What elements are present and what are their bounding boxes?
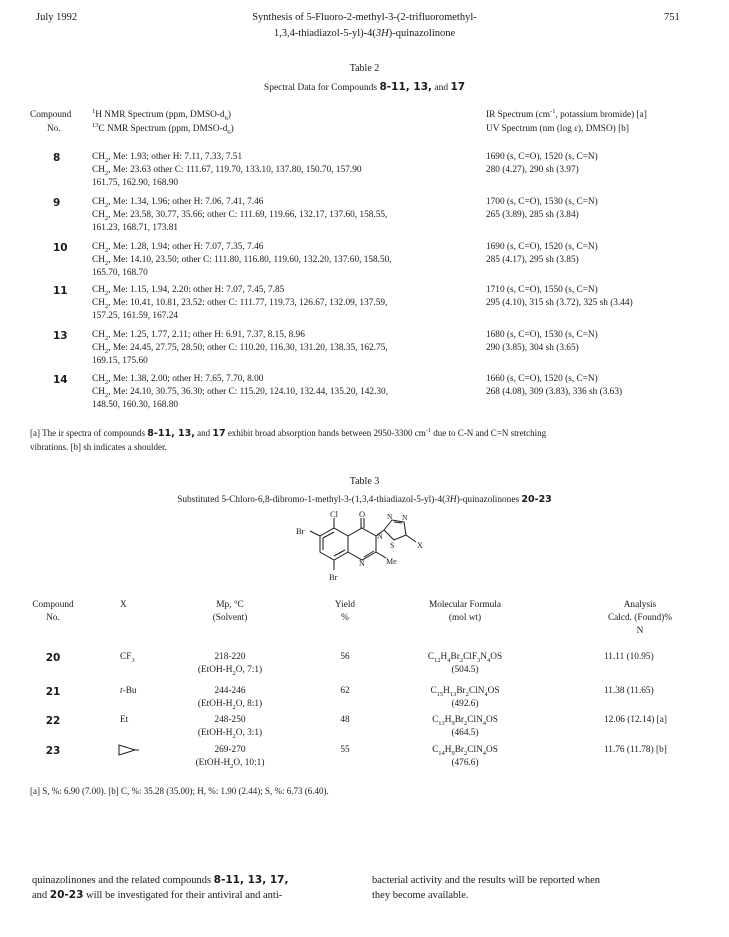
table3-formula: $C_{13}H_9Br_2ClN_4OS$ xyxy=(432,715,498,727)
table3-analysis: 11.76 (11.78) [b] xyxy=(604,745,667,755)
table2-compound-no: 13 xyxy=(53,330,68,342)
table3-x: $CF_3$ xyxy=(120,652,135,664)
table2-13c-nmr: $CH_2$, Me: 23.58, 30.77, 35.66; other C: 111.69, 119.66, 132.17, 137.60, 158.55, xyxy=(92,210,388,222)
table2-header-compound: Compound xyxy=(30,110,72,120)
table2-13c-nmr-cont: 148.50, 160.30, 168.80 xyxy=(92,400,178,410)
table3-compound-no: 23 xyxy=(45,745,61,757)
pyrimidinone-ring xyxy=(348,528,376,560)
body-left-line2: and 20-23 will be investigated for their antiviral and anti- xyxy=(32,889,283,901)
table3-molwt: (492.6) xyxy=(451,699,479,709)
t3-head-mp: Mp, °C xyxy=(216,600,244,610)
table2-1h-nmr: $CH_2$, Me: 1.34, 1.96; other H: 7.06, 7.41, 7.46 xyxy=(92,197,264,209)
table2-13c-nmr-cont: 161.23, 168.71, 173.81 xyxy=(92,223,178,233)
table2-ir: 1710 (s, C=O), 1550 (s, C=N) xyxy=(486,285,598,295)
table2-compound-no: 10 xyxy=(53,242,68,254)
body-left-line1: quinazolinones and the related compounds 8-11, 13, 17, xyxy=(32,874,289,886)
table3-yield: 55 xyxy=(340,745,350,755)
table2-header-13c: $^{13}$C NMR Spectrum (ppm, DMSO-$d_6$) xyxy=(92,121,234,136)
benzene-ring xyxy=(320,528,348,560)
table3-solvent: ($EtOH-H_2O$, 8:1) xyxy=(197,699,263,711)
table2-caption: Spectral Data for Compounds 8-11, 13, and 17 xyxy=(263,81,466,93)
table2-header-1h: $^1$H NMR Spectrum (ppm, DMSO-$d_6$) xyxy=(92,107,231,122)
thiadiazole-ring xyxy=(384,520,406,540)
struct-nn2: N xyxy=(402,513,408,522)
struct-n3: N xyxy=(377,532,383,541)
t3-head-pct: % xyxy=(341,613,349,623)
table2-uv: 290 (3.85), 304 sh (3.65) xyxy=(486,343,579,353)
t3-head-solvent: (Solvent) xyxy=(212,613,248,623)
table3-analysis: 12.06 (12.14) [a] xyxy=(604,715,667,725)
t3-head-analysis: Analysis xyxy=(623,600,657,610)
table3-label: Table 3 xyxy=(349,476,380,487)
table3-mp: 244-246 xyxy=(214,686,246,696)
struct-br-top: Br xyxy=(296,526,305,536)
table2-13c-nmr-cont: 169.15, 175.60 xyxy=(92,356,148,366)
table2-ir: 1660 (s, C=O), 1520 (s, C=N) xyxy=(486,374,598,384)
table3-x: t-Bu xyxy=(120,686,137,696)
table2-ir: 1690 (s, C=O), 1520 (s, C=N) xyxy=(486,152,598,162)
table2-13c-nmr-cont: 165.70, 168.70 xyxy=(92,268,148,278)
struct-nn1: N xyxy=(387,512,393,521)
table2-13c-nmr: $CH_2$, Me: 14.10, 23.50; other C: 111.80, 116.80, 119.60, 132.20, 137.60, 158.50, xyxy=(92,255,392,267)
struct-cl: Cl xyxy=(330,509,339,519)
table3-formula: $C_{14}H_9Br_2ClN_4OS$ xyxy=(432,745,498,757)
table2-1h-nmr: $CH_2$, Me: 1.93; other H: 7.11, 7.33, 7.51 xyxy=(92,152,243,164)
table2-label: Table 2 xyxy=(349,63,380,74)
struct-n1: N xyxy=(359,559,365,568)
t3-head-yield: Yield xyxy=(334,600,356,610)
table3-x: Et xyxy=(120,715,129,725)
table3-yield: 62 xyxy=(340,686,350,696)
table3-footnote: [a] S, %: 6.90 (7.00). [b] C, %: 35.28 (35.00); H, %: 1.90 (2.44); S, %: 6.73 (6.40). xyxy=(30,786,329,796)
table3-mp: 269-270 xyxy=(214,745,246,755)
body-right-line1: bacterial activity and the results will be reported when xyxy=(372,875,601,886)
table2-ir: 1680 (s, C=O), 1530 (s, C=N) xyxy=(486,330,598,340)
table2-footnote-a: [a] The ir spectra of compounds 8-11, 13, and 17 exhibit broad absorption bands between 2950-3300 $cm^{-1}$ due to C-N and C=N stretching xyxy=(30,427,547,439)
table2-1h-nmr: $CH_2$, Me: 1.38, 2.00; other H: 7.65, 7.70, 8.00 xyxy=(92,374,264,386)
table2-uv: 285 (4.17), 295 sh (3.85) xyxy=(486,255,579,265)
table2-compound-no: 8 xyxy=(53,152,61,164)
struct-o: O xyxy=(359,509,366,519)
table3-formula: $C_{15}H_{13}Br_2ClN_4OS$ xyxy=(430,686,500,698)
table3-yield: 48 xyxy=(340,715,350,725)
t3-head-calcd: Calcd. (Found)% xyxy=(607,613,673,623)
table3-yield: 56 xyxy=(340,652,350,662)
table2-13c-nmr: $CH_2$, Me: 23.63 other C: 111.67, 119.70, 133.10, 137.80, 150.70, 157.90 xyxy=(92,165,362,177)
table3-solvent: ($EtOH-H_2O$, 3:1) xyxy=(197,728,263,740)
t3-head-x: X xyxy=(120,600,127,610)
table2-ir: 1700 (s, C=O), 1530 (s, C=N) xyxy=(486,197,598,207)
table2-uv: 280 (4.27), 290 sh (3.97) xyxy=(486,165,579,175)
table2-13c-nmr-cont: 157.25, 161.59, 167.24 xyxy=(92,311,178,321)
table2-footnote-b: vibrations. [b] sh indicates a shoulder. xyxy=(30,442,167,452)
page-number: 751 xyxy=(664,12,680,23)
struct-br-bottom: Br xyxy=(329,572,338,582)
t3-head-no: No. xyxy=(46,613,60,623)
table3-x-cyclopropyl xyxy=(117,743,139,760)
table3-analysis: 11.38 (11.65) xyxy=(604,686,654,696)
quinazolinone-structure xyxy=(280,508,440,590)
table2-1h-nmr: $CH_2$, Me: 1.28, 1.94; other H: 7.07, 7.35, 7.46 xyxy=(92,242,264,254)
running-date: July 1992 xyxy=(36,12,78,23)
table2-uv: 268 (4.08), 309 (3.83), 336 sh (3.63) xyxy=(486,387,623,397)
table3-analysis: 11.11 (10.95) xyxy=(604,652,654,662)
table2-uv: 265 (3.89), 285 sh (3.84) xyxy=(486,210,579,220)
table2-13c-nmr-cont: 161.75, 162.90, 168.90 xyxy=(92,178,178,188)
table2-1h-nmr: $CH_2$, Me: 1.25, 1.77, 2.11; other H: 6.91, 7.37, 8.15, 8.96 xyxy=(92,330,305,342)
struct-s: S xyxy=(390,541,395,550)
table3-mp: 218-220 xyxy=(214,652,246,662)
body-right-line2: they become available. xyxy=(372,890,469,901)
table2-ir: 1690 (s, C=O), 1520 (s, C=N) xyxy=(486,242,598,252)
table2-13c-nmr: $CH_2$, Me: 24.45, 27.75, 28.50; other C: 110.20, 116.30, 131.20, 138.35, 162.75, xyxy=(92,343,388,355)
table3-solvent: ($EtOH-H_2O$, 7:1) xyxy=(197,665,263,677)
table3-compound-no: 20 xyxy=(45,652,61,664)
table2-header-uv: UV Spectrum (nm (log ε), DMSO) [b] xyxy=(486,124,629,134)
t3-head-formula: Molecular Formula xyxy=(428,600,502,610)
cyclopropyl-icon xyxy=(117,743,139,757)
running-title-line1: Synthesis of 5-Fluoro-2-methyl-3-(2-trifluoromethyl- xyxy=(252,12,477,23)
table2-compound-no: 11 xyxy=(53,285,68,297)
struct-me: Me xyxy=(386,557,397,566)
table3-formula: $C_{12}H_4Br_2ClF_3N_4OS$ xyxy=(427,652,503,664)
table3-caption: Substituted 5-Chloro-6,8-dibromo-1-methyl-3-(1,3,4-thiadiazol-5-yl)-4(3H)-quinazolinones 20-23 xyxy=(177,494,552,505)
table2-13c-nmr: $CH_2$, Me: 24.10, 30.75, 36.30; other C: 115.20, 124.10, 132.44, 135.20, 142.30, xyxy=(92,387,389,399)
table3-molwt: (504.5) xyxy=(451,665,479,675)
table3-compound-no: 21 xyxy=(45,686,61,698)
table3-molwt: (464.5) xyxy=(451,728,479,738)
table3-solvent: ($EtOH-H_2O$, 10:1) xyxy=(195,758,265,770)
table3-molwt: (476.6) xyxy=(451,758,479,768)
table2-uv: 295 (4.10), 315 sh (3.72), 325 sh (3.44) xyxy=(486,298,633,308)
table2-compound-no: 9 xyxy=(53,197,61,209)
running-title-line2: 1,3,4-thiadiazol-5-yl)-4(3H)-quinazolinone xyxy=(273,28,456,39)
t3-head-molwt: (mol wt) xyxy=(448,613,482,623)
t3-head-n: N xyxy=(636,626,644,636)
t3-head-compound: Compound xyxy=(32,600,74,610)
table3-mp: 248-250 xyxy=(214,715,246,725)
table3-compound-no: 22 xyxy=(45,715,61,727)
table2-header-no: No. xyxy=(47,124,61,134)
table2-compound-no: 14 xyxy=(53,374,68,386)
table2-13c-nmr: $CH_2$, Me: 10.41, 10.81, 23.52: other C: 111.77, 119.73, 126.67, 132.09, 137.59, xyxy=(92,298,388,310)
struct-x: X xyxy=(417,541,423,550)
table2-1h-nmr: $CH_2$, Me: 1.15, 1.94, 2.20: other H: 7.07, 7.45, 7.85 xyxy=(92,285,285,297)
table2-header-ir: IR Spectrum ($cm^{-1}$, potassium bromide) [a] xyxy=(486,107,647,120)
